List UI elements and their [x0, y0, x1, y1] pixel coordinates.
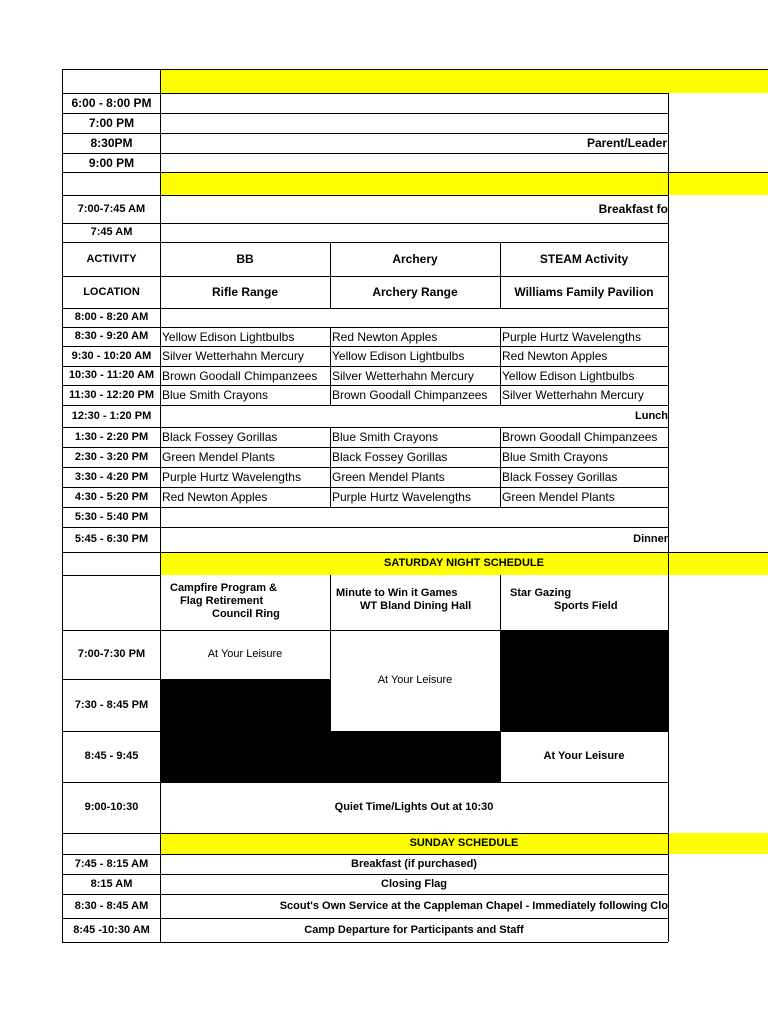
grid-line-horizontal [62, 507, 668, 508]
grid-line-horizontal [62, 405, 668, 406]
grid-line-vertical [330, 427, 331, 507]
grid-line-horizontal [62, 346, 668, 347]
parent-leader-text: Parent/Leader [586, 136, 667, 150]
time-cell: 5:30 - 5:40 PM [74, 510, 149, 523]
group-cell: Purple Hurtz Wavelengths [502, 329, 641, 344]
grid-line-horizontal [62, 308, 668, 309]
grid-line-vertical [500, 327, 501, 405]
time-cell: 11:30 - 12:20 PM [69, 388, 154, 401]
grid-line-horizontal [62, 874, 668, 875]
time-cell: 6:00 - 8:00 PM [71, 96, 152, 110]
grid-line-horizontal [160, 630, 668, 631]
games-line-2: WT Bland Dining Hall [360, 600, 472, 612]
grid-line-horizontal [62, 153, 668, 154]
time-cell: 8:00 - 8:20 AM [74, 311, 149, 323]
group-cell: Blue Smith Crayons [162, 388, 269, 402]
saturday-header-band [160, 172, 768, 195]
saturday-night-header: SATURDAY NIGHT SCHEDULE [160, 552, 768, 575]
time-cell: 9:00-10:30 [84, 801, 139, 813]
time-cell: 1:30 - 2:20 PM [74, 430, 149, 443]
time-cell: 8:15 AM [90, 877, 133, 890]
quiet-time-text: Quiet Time/Lights Out at 10:30 [334, 801, 494, 813]
time-cell: 8:30 - 9:20 AM [74, 330, 149, 342]
grid-line-vertical [668, 93, 669, 942]
group-cell: Red Newton Apples [332, 329, 438, 344]
grid-line-horizontal [62, 113, 668, 114]
grid-line-vertical [160, 69, 161, 942]
grid-line-horizontal [62, 782, 668, 783]
grid-line-vertical [330, 575, 331, 782]
at-your-leisure-campfire: At Your Leisure [207, 648, 283, 660]
grid-line-horizontal [62, 942, 668, 943]
grid-line-vertical [500, 575, 501, 782]
time-cell: 7:00-7:30 PM [77, 648, 146, 660]
time-cell: 8:45 -10:30 AM [73, 923, 150, 936]
grid-line-horizontal [160, 69, 768, 70]
group-cell: Blue Smith Crayons [502, 450, 609, 464]
grid-line-horizontal [160, 195, 668, 196]
group-cell: Brown Goodall Chimpanzees [332, 388, 488, 402]
group-cell: Red Newton Apples [162, 490, 268, 504]
group-cell: Black Fossey Gorillas [502, 470, 618, 484]
campfire-program-header [160, 581, 330, 629]
group-cell: Black Fossey Gorillas [162, 430, 278, 444]
grid-line-vertical [330, 327, 331, 405]
at-your-leisure-games: At Your Leisure [377, 674, 453, 686]
group-cell: Silver Wetterhahn Mercury [502, 388, 644, 402]
grid-line-horizontal [500, 731, 668, 732]
group-cell: Yellow Edison Lightbulbs [332, 349, 465, 363]
grid-line-horizontal [62, 854, 160, 855]
group-cell: Green Mendel Plants [332, 470, 445, 484]
group-cell: Brown Goodall Chimpanzees [502, 430, 658, 444]
grid-line-horizontal [62, 833, 668, 834]
games-line-1: Minute to Win it Games [336, 587, 458, 599]
scouts-own-service-text: Scout's Own Service at the Cappleman Chapel - Immediately following Clo [279, 899, 668, 912]
group-cell: Blue Smith Crayons [332, 430, 439, 444]
time-cell: 3:30 - 4:20 PM [74, 470, 149, 483]
location-pavilion: Williams Family Pavilion [514, 285, 654, 299]
grid-line-vertical [500, 242, 501, 308]
activity-steam: STEAM Activity [539, 252, 629, 266]
time-cell: 7:30 - 8:45 PM [74, 698, 149, 711]
grid-line-horizontal [62, 242, 668, 243]
grid-line-horizontal [160, 172, 768, 173]
location-rifle-range: Rifle Range [211, 285, 278, 299]
grid-line-horizontal [62, 527, 668, 528]
dinner-text: Dinner [633, 533, 668, 545]
time-cell: 8:30PM [90, 136, 133, 150]
grid-line-horizontal [62, 630, 160, 631]
group-cell: Green Mendel Plants [162, 450, 275, 464]
blocked-cell-games [330, 731, 500, 782]
group-cell: Red Newton Apples [502, 349, 608, 363]
grid-line-horizontal [62, 467, 668, 468]
grid-line-horizontal [160, 854, 668, 855]
grid-line-horizontal [62, 327, 668, 328]
group-cell: Yellow Edison Lightbulbs [162, 329, 295, 344]
time-cell: 8:30 - 8:45 AM [74, 899, 149, 912]
grid-line-horizontal [62, 366, 668, 367]
group-cell: Green Mendel Plants [502, 490, 615, 504]
group-cell: Black Fossey Gorillas [332, 450, 448, 464]
time-cell: 9:00 PM [88, 155, 135, 170]
group-cell: Purple Hurtz Wavelengths [162, 470, 301, 484]
time-cell: 5:45 - 6:30 PM [74, 533, 149, 545]
grid-line-vertical [330, 242, 331, 308]
camp-departure-text: Camp Departure for Participants and Staff [304, 923, 524, 936]
closing-flag-text: Closing Flag [381, 877, 447, 890]
blocked-cell-star-gazing [500, 630, 668, 731]
star-line-2: Sports Field [554, 600, 618, 612]
star-gazing-header [500, 581, 668, 629]
sunday-breakfast-text: Breakfast (if purchased) [351, 857, 477, 870]
grid-line-horizontal [62, 447, 668, 448]
grid-line-horizontal [62, 223, 668, 224]
grid-line-horizontal [160, 93, 668, 94]
group-cell: Silver Wetterhahn Mercury [332, 368, 474, 383]
friday-header-band [160, 70, 768, 93]
time-cell: 4:30 - 5:20 PM [74, 490, 149, 503]
campfire-line-1: Campfire Program & [170, 582, 277, 594]
time-cell: 7:45 AM [90, 226, 133, 238]
grid-line-horizontal [62, 195, 160, 196]
group-cell: Purple Hurtz Wavelengths [332, 490, 471, 504]
grid-line-vertical [62, 69, 63, 942]
grid-line-horizontal [62, 894, 668, 895]
grid-line-horizontal [160, 552, 768, 553]
time-cell: 10:30 - 11:20 AM [68, 369, 155, 381]
minute-to-win-it-header [330, 581, 500, 629]
grid-line-horizontal [62, 276, 668, 277]
grid-line-vertical [500, 427, 501, 507]
at-your-leisure-star-gazing: At Your Leisure [543, 750, 625, 762]
sunday-header: SUNDAY SCHEDULE [160, 833, 768, 854]
grid-line-horizontal [62, 133, 668, 134]
time-cell: 12:30 - 1:20 PM [71, 409, 152, 422]
breakfast-text: Breakfast fo [598, 202, 668, 216]
star-line-1: Star Gazing [510, 587, 572, 599]
grid-line-horizontal [62, 918, 668, 919]
group-cell: Brown Goodall Chimpanzees [162, 368, 318, 383]
grid-line-horizontal [62, 575, 160, 576]
time-cell: 2:30 - 3:20 PM [74, 450, 149, 463]
grid-line-horizontal [62, 93, 160, 94]
lunch-text: Lunch [635, 409, 668, 422]
campfire-line-2: Flag Retirement [180, 595, 264, 607]
location-archery-range: Archery Range [372, 285, 458, 299]
location-label: LOCATION [83, 285, 140, 298]
activity-label: ACTIVITY [86, 252, 137, 265]
time-cell: 7:00 PM [88, 116, 135, 130]
grid-line-horizontal [62, 487, 668, 488]
group-cell: Silver Wetterhahn Mercury [162, 349, 304, 363]
grid-line-horizontal [62, 679, 330, 680]
time-cell: 7:00-7:45 AM [77, 202, 146, 215]
activity-archery: Archery [392, 252, 438, 266]
time-cell: 7:45 - 8:15 AM [74, 857, 149, 870]
blocked-cell-campfire [160, 679, 330, 782]
time-cell: 8:45 - 9:45 [84, 750, 139, 762]
grid-line-horizontal [62, 731, 160, 732]
group-cell: Yellow Edison Lightbulbs [502, 368, 635, 383]
campfire-line-3: Council Ring [212, 608, 280, 620]
grid-line-horizontal [62, 385, 668, 386]
grid-line-horizontal [62, 427, 668, 428]
time-cell: 9:30 - 10:20 AM [71, 349, 152, 362]
activity-bb: BB [236, 252, 254, 266]
